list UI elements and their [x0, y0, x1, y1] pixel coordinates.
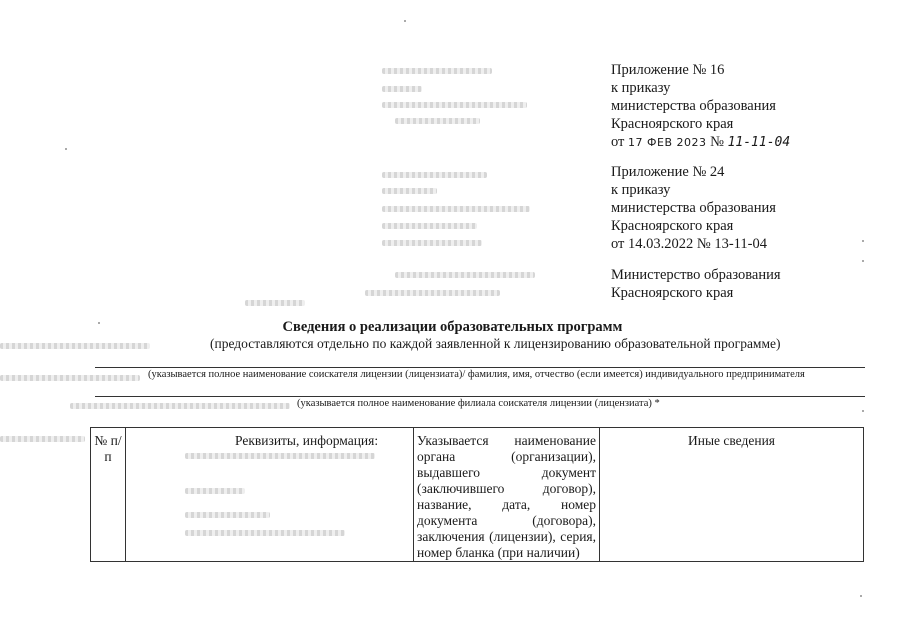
bleed-mark	[382, 68, 492, 74]
bleed-mark	[245, 300, 305, 306]
bleed-mark	[0, 436, 85, 442]
speck	[862, 410, 864, 412]
number-prefix: №	[710, 134, 724, 150]
table-header-row	[91, 428, 864, 562]
appendix-24-ministry: министерства образования	[611, 200, 776, 216]
recipient-ministry	[611, 266, 781, 302]
recipient-line-1: Министерство образования	[611, 267, 781, 283]
date-prefix: от	[611, 134, 625, 150]
bleed-mark	[382, 172, 487, 178]
branch-rule	[95, 396, 865, 397]
bleed-mark	[395, 118, 480, 124]
appendix-16-date-line	[611, 133, 790, 152]
speck	[404, 20, 406, 22]
appendix-16-order: к приказу	[611, 80, 671, 96]
appendix-24-header	[611, 163, 776, 253]
appendix-24-title: Приложение № 24	[611, 164, 725, 180]
bleed-mark	[382, 223, 477, 229]
col-other: Иные сведения	[600, 428, 864, 562]
appendix-16-region: Красноярского края	[611, 116, 734, 132]
applicant-note: (указывается полное наименование соискателя лицензии (лицензиата)/ фамилия, имя, отчество (если имеется) индивидуального предпринимателя	[148, 369, 805, 380]
speck	[860, 595, 862, 597]
appendix-24-region: Красноярского края	[611, 218, 734, 234]
col-issuer: Указывается наименование органа (организации), выдавшего документ (заключившего договор), название, дата, номер документа (договора), заключения (лицензии), серия, номер бланка (при наличии)	[414, 428, 600, 562]
appendix-16-header	[611, 61, 790, 152]
bleed-mark	[382, 86, 422, 92]
document-title: Сведения о реализации образовательных программ	[282, 319, 623, 335]
col-requisites-label: Реквизиты, информация:	[235, 433, 379, 448]
bleed-mark	[382, 206, 530, 212]
speck	[862, 240, 864, 242]
bleed-mark	[365, 290, 500, 296]
bleed-mark	[395, 272, 535, 278]
bleed-mark	[382, 188, 437, 194]
branch-note: (указывается полное наименование филиала соискателя лицензии (лицензиата) *	[297, 398, 660, 409]
appendix-16-title: Приложение № 16	[611, 62, 725, 78]
col-requisites	[126, 428, 414, 562]
programs-table	[90, 427, 864, 562]
bleed-mark	[0, 375, 140, 381]
speck	[65, 148, 67, 150]
appendix-24-order: к приказу	[611, 182, 671, 198]
applicant-rule	[95, 367, 865, 368]
recipient-line-2: Красноярского края	[611, 285, 734, 301]
col-number: № п/п	[91, 428, 126, 562]
document-subtitle: (предоставляются отдельно по каждой заявленной к лицензированию образовательной программе)	[210, 336, 781, 351]
bleed-mark	[382, 102, 527, 108]
speck	[862, 260, 864, 262]
date-stamp: 17 ФЕВ 2023	[628, 136, 707, 149]
handwritten-number: 11-11-04	[727, 135, 791, 150]
bleed-mark	[382, 240, 482, 246]
bleed-mark	[70, 403, 290, 409]
appendix-16-ministry: министерства образования	[611, 98, 776, 114]
bleed-mark	[0, 343, 150, 349]
appendix-24-date: от 14.03.2022 № 13-11-04	[611, 236, 767, 252]
